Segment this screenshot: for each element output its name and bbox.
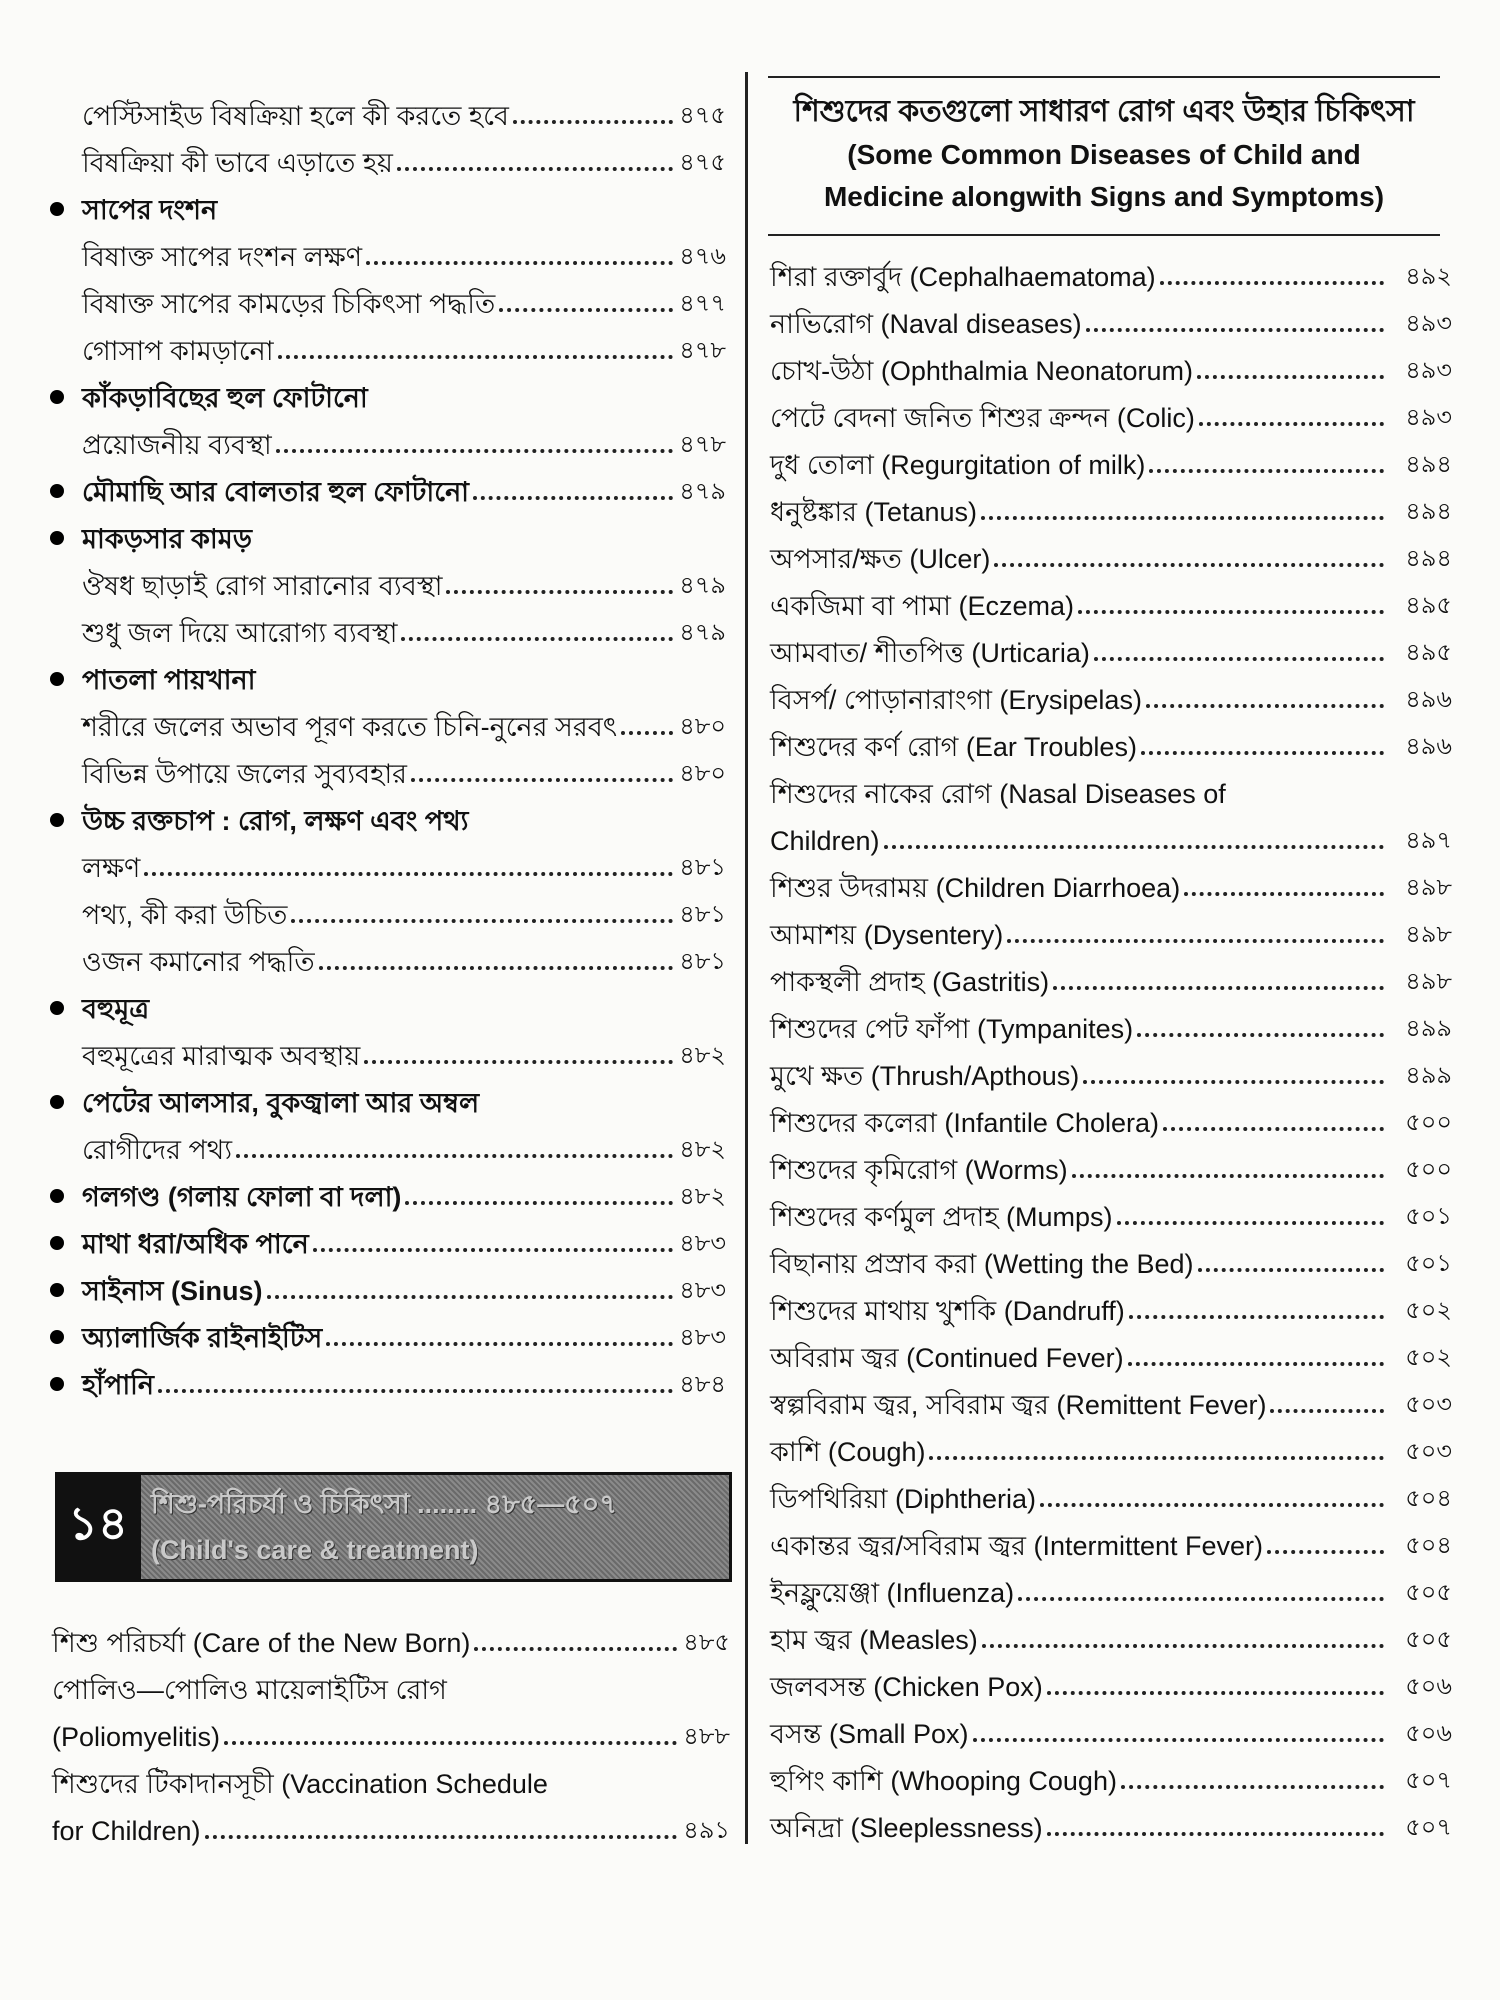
toc-page-number: ৫০৭ xyxy=(1405,1814,1452,1841)
toc-entry-title: সাইনাস (Sinus) xyxy=(82,1276,263,1306)
toc-page-number: ৪৯৮ xyxy=(1405,968,1452,995)
toc-page-number: ৪৯৪ xyxy=(1405,545,1452,572)
toc-page-number: ৪৭৫ xyxy=(679,102,726,129)
toc-entry-title: বিসর্প/ পোড়ানারাংগা (Erysipelas) xyxy=(770,685,1142,715)
toc-entry[interactable] xyxy=(770,1093,1452,1140)
section-heading-en-1: (Some Common Diseases of Child and xyxy=(847,139,1361,170)
toc-page-number: ৪৮১ xyxy=(679,854,726,881)
dot-leader xyxy=(473,496,673,500)
toc-entry[interactable] xyxy=(50,744,726,791)
toc-entry[interactable] xyxy=(770,811,1452,858)
toc-entry[interactable] xyxy=(770,1469,1452,1516)
toc-page-number: ৪৭৮ xyxy=(679,431,726,458)
dot-leader xyxy=(1053,986,1384,990)
dot-leader xyxy=(929,1456,1384,1460)
toc-entry-title: হুপিং কাশি (Whooping Cough) xyxy=(770,1766,1117,1796)
toc-entry[interactable] xyxy=(50,603,726,650)
toc-entry[interactable] xyxy=(50,180,726,227)
toc-entry-title: শুধু জল দিয়ে আরোগ্য ব্যবস্থা xyxy=(82,618,398,648)
toc-entry[interactable] xyxy=(50,321,726,368)
dot-leader xyxy=(319,966,674,970)
dot-leader xyxy=(1141,751,1384,755)
toc-page-number: ৪৯৫ xyxy=(1405,592,1452,619)
bullet-icon xyxy=(50,1377,64,1391)
toc-page-number: ৫০৩ xyxy=(1405,1391,1452,1418)
chapter-title-bn: শিশু-পরিচর্যা ও চিকিৎসা ........ ৪৮৫—৫০৭ xyxy=(151,1489,617,1519)
dot-leader xyxy=(973,1738,1385,1742)
dot-leader xyxy=(1094,657,1384,661)
toc-entry[interactable] xyxy=(770,1234,1452,1281)
toc-entry[interactable] xyxy=(770,764,1452,811)
toc-entry-title: দুধ তোলা (Regurgitation of milk) xyxy=(770,450,1146,480)
toc-entry[interactable] xyxy=(770,952,1452,999)
toc-page-number: ৪৮২ xyxy=(679,1042,726,1069)
toc-entry-title: আমাশয় (Dysentery) xyxy=(770,920,1004,950)
bullet-icon xyxy=(50,672,64,686)
toc-entry[interactable] xyxy=(770,388,1452,435)
dot-leader xyxy=(1270,1409,1384,1413)
toc-entry-title: পেটে বেদনা জনিত শিশুর ক্রন্দন (Colic) xyxy=(770,403,1195,433)
toc-entry-title: ঔষধ ছাড়াই রোগ সারানোর ব্যবস্থা xyxy=(82,571,443,601)
bullet-icon xyxy=(50,1236,64,1250)
toc-page-number: ৫০৭ xyxy=(1405,1767,1452,1794)
toc-page-number: ৪৯৯ xyxy=(1405,1015,1452,1042)
toc-entry-title: শিশুদের পেট ফাঁপা (Tympanites) xyxy=(770,1014,1134,1044)
toc-entry[interactable] xyxy=(770,1610,1452,1657)
dot-leader xyxy=(1086,328,1384,332)
toc-entry[interactable] xyxy=(50,650,726,697)
heading-top-rule xyxy=(768,76,1440,78)
toc-entry[interactable] xyxy=(50,462,726,509)
toc-entry[interactable] xyxy=(50,133,726,180)
dot-leader xyxy=(446,590,673,594)
dot-leader xyxy=(1146,704,1384,708)
toc-page-number: ৫০৬ xyxy=(1405,1720,1452,1747)
toc-entry-title: বিভিন্ন উপায়ে জলের সুব্যবহার xyxy=(82,759,408,789)
toc-entry-title: একজিমা বা পামা (Eczema) xyxy=(770,591,1074,621)
toc-entry-title: পেটের আলসার, বুকজ্বালা আর অম্বল xyxy=(82,1088,480,1118)
bullet-icon xyxy=(50,813,64,827)
dot-leader xyxy=(276,449,674,453)
toc-entry[interactable] xyxy=(50,509,726,556)
toc-entry-title: শিশুদের নাকের রোগ (Nasal Diseases of xyxy=(770,779,1226,809)
toc-page-number: ৫০২ xyxy=(1405,1344,1452,1371)
toc-page-number: ৪৮৩ xyxy=(679,1277,726,1304)
toc-entry-title: বিষাক্ত সাপের দংশন লক্ষণ xyxy=(82,242,363,272)
toc-entry-title: শিরা রক্তার্বুদ (Cephalhaematoma) xyxy=(770,262,1156,292)
dot-leader xyxy=(1007,939,1384,943)
toc-entry[interactable] xyxy=(770,1375,1452,1422)
toc-entry[interactable] xyxy=(50,1026,726,1073)
dot-leader xyxy=(1137,1033,1384,1037)
dot-leader xyxy=(1083,1080,1384,1084)
toc-entry[interactable] xyxy=(50,227,726,274)
dot-leader xyxy=(405,1201,673,1205)
dot-leader xyxy=(1128,1362,1384,1366)
toc-entry-title: শিশুদের কৃমিরোগ (Worms) xyxy=(770,1155,1068,1185)
toc-page-number: ৪৭৯ xyxy=(679,572,726,599)
toc-entry-title: ধনুষ্টঙ্কার (Tetanus) xyxy=(770,497,978,527)
toc-entry[interactable] xyxy=(770,482,1452,529)
dot-leader xyxy=(1078,610,1384,614)
toc-entry[interactable] xyxy=(50,556,726,603)
toc-entry[interactable] xyxy=(50,86,726,133)
toc-entry-title: বহুমূত্র xyxy=(82,994,150,1024)
toc-entry-title: লক্ষণ xyxy=(82,853,141,883)
dot-leader xyxy=(1198,1268,1385,1272)
toc-page-number: ৫০৪ xyxy=(1405,1485,1452,1512)
dot-leader xyxy=(364,1060,673,1064)
toc-entry-title: উচ্চ রক্তচাপ : রোগ, লক্ষণ এবং পথ্য xyxy=(82,806,469,836)
right-toc-list xyxy=(770,247,1452,1845)
toc-entry[interactable] xyxy=(770,623,1452,670)
dot-leader xyxy=(1040,1503,1384,1507)
toc-entry-title: মুখে ক্ষত (Thrush/Apthous) xyxy=(770,1061,1080,1091)
dot-leader xyxy=(397,167,673,171)
toc-entry-title: গলগণ্ড (গলায় ফোলা বা দলা) xyxy=(82,1182,402,1212)
toc-page-number: ৫০২ xyxy=(1405,1297,1452,1324)
toc-entry-title: রোগীদের পথ্য xyxy=(82,1135,233,1165)
toc-page-number: ৪৮৩ xyxy=(679,1230,726,1257)
toc-page-number: ৪৯৮ xyxy=(1405,921,1452,948)
toc-page-number: ৪৮১ xyxy=(679,901,726,928)
toc-page-number: ৫০০ xyxy=(1405,1156,1452,1183)
dot-leader xyxy=(401,637,673,641)
section-heading-bn: শিশুদের কতগুলো সাধারণ রোগ এবং উহার চিকিৎসা xyxy=(793,95,1415,128)
toc-entry[interactable] xyxy=(50,697,726,744)
toc-entry-title: Children) xyxy=(770,826,880,856)
dot-leader xyxy=(313,1248,674,1252)
toc-page-number: ৪৭৬ xyxy=(679,243,726,270)
toc-entry-title: শিশুদের কর্ণ রোগ (Ear Troubles) xyxy=(770,732,1137,762)
toc-entry[interactable] xyxy=(50,1308,726,1355)
dot-leader xyxy=(1047,1691,1384,1695)
dot-leader xyxy=(994,563,1384,567)
toc-entry-title: হাঁপানি xyxy=(82,1370,155,1400)
toc-page-number: ৫০৪ xyxy=(1405,1532,1452,1559)
toc-entry-title: for Children) xyxy=(52,1816,201,1846)
toc-entry-title: নাভিরোগ (Naval diseases) xyxy=(770,309,1082,339)
toc-entry-title: শিশুর উদরাময় (Children Diarrhoea) xyxy=(770,873,1181,903)
toc-entry[interactable] xyxy=(770,1704,1452,1751)
toc-entry[interactable] xyxy=(770,1281,1452,1328)
toc-entry-title: চোখ-উঠা (Ophthalmia Neonatorum) xyxy=(770,356,1194,386)
dot-leader xyxy=(1117,1221,1384,1225)
toc-entry-title: বসন্ত (Small Pox) xyxy=(770,1719,969,1749)
toc-entry-title: বিষক্রিয়া কী ভাবে এড়াতে হয় xyxy=(82,148,393,178)
toc-page-number: ৪৭৯ xyxy=(679,619,726,646)
toc-page-number: ৫০৩ xyxy=(1405,1438,1452,1465)
toc-entry-title: জলবসন্ত (Chicken Pox) xyxy=(770,1672,1043,1702)
toc-entry-title: পেস্টিসাইড বিষক্রিয়া হলে কী করতে হবে xyxy=(82,101,509,131)
left-toc-list xyxy=(50,86,726,1402)
toc-entry[interactable] xyxy=(770,576,1452,623)
toc-entry[interactable] xyxy=(770,1798,1452,1845)
bullet-icon xyxy=(50,1001,64,1015)
toc-entry[interactable] xyxy=(770,1516,1452,1563)
toc-entry-title: কাঁকড়াবিছের হুল ফোটানো xyxy=(82,383,368,413)
toc-entry[interactable] xyxy=(770,1657,1452,1704)
dot-leader xyxy=(1018,1597,1384,1601)
toc-entry[interactable] xyxy=(50,979,726,1026)
toc-page-number: ৪৮০ xyxy=(679,760,726,787)
toc-entry-title: অবিরাম জ্বর (Continued Fever) xyxy=(770,1343,1124,1373)
toc-entry-title: শিশুদের টিকাদানসূচী (Vaccination Schedule xyxy=(52,1769,548,1799)
dot-leader xyxy=(1267,1550,1384,1554)
toc-entry[interactable] xyxy=(50,1261,726,1308)
dot-leader xyxy=(267,1295,674,1299)
toc-entry-title: বিষাক্ত সাপের কামড়ের চিকিৎসা পদ্ধতি xyxy=(82,289,496,319)
dot-leader xyxy=(1160,281,1384,285)
toc-entry[interactable] xyxy=(770,529,1452,576)
toc-page-number: ৫০১ xyxy=(1405,1250,1452,1277)
dot-leader xyxy=(513,120,673,124)
bullet-icon xyxy=(50,531,64,545)
toc-page-number: ৪৯৭ xyxy=(1405,827,1452,854)
dot-leader xyxy=(1163,1127,1384,1131)
toc-entry[interactable] xyxy=(50,368,726,415)
toc-entry-title: শরীরে জলের অভাব পূরণ করতে চিনি-নুনের সরবৎ xyxy=(82,712,618,742)
toc-entry[interactable] xyxy=(52,1801,730,1848)
toc-entry[interactable] xyxy=(50,885,726,932)
toc-entry[interactable] xyxy=(50,415,726,462)
toc-page-number: ৫০১ xyxy=(1405,1203,1452,1230)
toc-entry[interactable] xyxy=(50,932,726,979)
toc-entry[interactable] xyxy=(50,1214,726,1261)
dot-leader xyxy=(291,919,673,923)
toc-entry[interactable] xyxy=(52,1613,730,1660)
toc-page-number: ৪৯৬ xyxy=(1405,733,1452,760)
toc-entry[interactable] xyxy=(50,1355,726,1402)
toc-entry-title: শিশুদের কর্ণমুল প্রদাহ (Mumps) xyxy=(770,1202,1113,1232)
toc-page-number: ৪৯৮ xyxy=(1405,874,1452,901)
toc-entry[interactable] xyxy=(50,791,726,838)
toc-entry[interactable] xyxy=(770,1187,1452,1234)
toc-page-number: ৪৯২ xyxy=(1405,263,1452,290)
toc-page-number: ৪৮১ xyxy=(679,948,726,975)
chapter-title-panel xyxy=(141,1475,729,1579)
toc-entry[interactable] xyxy=(770,1328,1452,1375)
bullet-icon xyxy=(50,484,64,498)
toc-page-number: ৪৯৫ xyxy=(1405,639,1452,666)
toc-entry-title: একান্তর জ্বর/সবিরাম জ্বর (Intermittent Fever) xyxy=(770,1531,1264,1561)
bullet-icon xyxy=(50,1095,64,1109)
toc-entry-title: অপসার/ক্ষত (Ulcer) xyxy=(770,544,991,574)
dot-leader xyxy=(1121,1785,1384,1789)
toc-page-number: ৪৯৯ xyxy=(1405,1062,1452,1089)
toc-entry-title: মৌমাছি আর বোলতার হুল ফোটানো xyxy=(82,477,470,507)
dot-leader xyxy=(499,308,673,312)
toc-page-number: ৪৯৬ xyxy=(1405,686,1452,713)
dot-leader xyxy=(982,1644,1384,1648)
toc-page-number: ৪৮৮ xyxy=(683,1723,730,1750)
toc-entry-title: হাম জ্বর (Measles) xyxy=(770,1625,978,1655)
toc-entry[interactable] xyxy=(50,274,726,321)
dot-leader xyxy=(1197,375,1384,379)
section-heading xyxy=(768,90,1440,218)
bullet-icon xyxy=(50,390,64,404)
dot-leader xyxy=(411,778,673,782)
toc-page-number: ৪৮২ xyxy=(679,1136,726,1163)
toc-page-number: ৪৯৪ xyxy=(1405,451,1452,478)
bullet-icon xyxy=(50,1189,64,1203)
toc-entry[interactable] xyxy=(770,1563,1452,1610)
toc-page-number: ৫০০ xyxy=(1405,1109,1452,1136)
toc-page-number: ৪৮৫ xyxy=(683,1629,730,1656)
toc-entry[interactable] xyxy=(770,341,1452,388)
toc-entry[interactable] xyxy=(770,1422,1452,1469)
toc-page-number: ৫০৫ xyxy=(1405,1579,1452,1606)
dot-leader xyxy=(236,1154,673,1158)
toc-entry[interactable] xyxy=(52,1707,730,1754)
dot-leader xyxy=(326,1342,673,1346)
toc-entry[interactable] xyxy=(770,858,1452,905)
toc-entry-title: পাতলা পায়খানা xyxy=(82,665,256,695)
dot-leader xyxy=(205,1835,678,1839)
toc-entry-title: মাথা ধরা/অধিক পানে xyxy=(82,1229,309,1259)
toc-entry[interactable] xyxy=(770,435,1452,482)
dot-leader xyxy=(474,1647,677,1651)
dot-leader xyxy=(224,1741,677,1745)
dot-leader xyxy=(278,355,674,359)
chapter-toc-list xyxy=(52,1613,730,1848)
toc-entry[interactable] xyxy=(52,1754,730,1801)
dot-leader xyxy=(1129,1315,1384,1319)
dot-leader xyxy=(158,1389,673,1393)
toc-entry[interactable] xyxy=(50,1120,726,1167)
toc-page-number: ৪৮০ xyxy=(679,713,726,740)
toc-entry-title: আমবাত/ শীতপিত্ত (Urticaria) xyxy=(770,638,1090,668)
toc-page-number: ৪৮৩ xyxy=(679,1324,726,1351)
dot-leader xyxy=(884,845,1384,849)
bullet-icon xyxy=(50,1330,64,1344)
bullet-icon xyxy=(50,202,64,216)
toc-page-number: ৪৭৭ xyxy=(679,290,726,317)
toc-entry[interactable] xyxy=(770,670,1452,717)
toc-entry[interactable] xyxy=(770,1751,1452,1798)
toc-page-number: ৪৭৯ xyxy=(679,478,726,505)
toc-entry[interactable] xyxy=(770,905,1452,952)
toc-page-number: ৫০৫ xyxy=(1405,1626,1452,1653)
toc-page-number: ৪৯৩ xyxy=(1405,404,1452,431)
section-heading-en-2: Medicine alongwith Signs and Symptoms) xyxy=(823,181,1385,212)
toc-entry[interactable] xyxy=(50,838,726,885)
dot-leader xyxy=(1047,1832,1384,1836)
heading-bottom-rule xyxy=(768,234,1440,236)
dot-leader xyxy=(621,731,673,735)
column-divider xyxy=(745,72,748,1844)
toc-page-number: ৪৯৪ xyxy=(1405,498,1452,525)
dot-leader xyxy=(981,516,1384,520)
toc-entry[interactable] xyxy=(770,294,1452,341)
toc-entry-title: স্বল্পবিরাম জ্বর, সবিরাম জ্বর (Remittent Fever) xyxy=(770,1390,1267,1420)
toc-page-number: ৪৯৩ xyxy=(1405,310,1452,337)
toc-entry-title: অ্যালার্জিক রাইনাইটিস xyxy=(82,1323,323,1353)
toc-entry-title: ডিপথিরিয়া (Diphtheria) xyxy=(770,1484,1036,1514)
toc-entry-title: সাপের দংশন xyxy=(82,195,218,225)
toc-entry[interactable] xyxy=(770,717,1452,764)
toc-entry[interactable] xyxy=(770,247,1452,294)
toc-entry[interactable] xyxy=(50,1073,726,1120)
dot-leader xyxy=(144,872,673,876)
toc-entry-title: গোসাপ কামড়ানো xyxy=(82,336,274,366)
toc-entry-title: মাকড়সার কামড় xyxy=(82,524,252,554)
toc-entry-title: কাশি (Cough) xyxy=(770,1437,926,1467)
chapter-banner xyxy=(55,1472,732,1582)
toc-page-number: ৫০৬ xyxy=(1405,1673,1452,1700)
toc-entry-title: শিশু পরিচর্যা (Care of the New Born) xyxy=(52,1628,471,1658)
toc-entry[interactable] xyxy=(770,1140,1452,1187)
toc-entry-title: ইনফ্লুয়েঞ্জা (Influenza) xyxy=(770,1578,1015,1608)
toc-entry-title: পাকস্থলী প্রদাহ (Gastritis) xyxy=(770,967,1050,997)
dot-leader xyxy=(1149,469,1384,473)
toc-entry-title: বিছানায় প্রস্রাব করা (Wetting the Bed) xyxy=(770,1249,1194,1279)
toc-entry-title: ওজন কমানোর পদ্ধতি xyxy=(82,947,315,977)
toc-entry[interactable] xyxy=(50,1167,726,1214)
chapter-title-en: (Child's care & treatment) xyxy=(151,1535,479,1565)
toc-entry-title: প্রয়োজনীয় ব্যবস্থা xyxy=(82,430,272,460)
toc-page-number: ৪৮২ xyxy=(679,1183,726,1210)
toc-page-number: ৪৭৫ xyxy=(679,149,726,176)
toc-entry-title: শিশুদের মাথায় খুশকি (Dandruff) xyxy=(770,1296,1125,1326)
toc-entry-title: অনিদ্রা (Sleeplessness) xyxy=(770,1813,1043,1843)
toc-page-number: ৪৮৪ xyxy=(679,1371,726,1398)
chapter-number: ১৪ xyxy=(68,1497,128,1549)
toc-entry-title: বহুমূত্রের মারাত্মক অবস্থায় xyxy=(82,1041,361,1071)
toc-page-number: ৪৭৮ xyxy=(679,337,726,364)
dot-leader xyxy=(366,261,673,265)
bullet-icon xyxy=(50,1283,64,1297)
toc-entry-title: (Poliomyelitis) xyxy=(52,1722,221,1752)
toc-entry-title: শিশুদের কলেরা (Infantile Cholera) xyxy=(770,1108,1159,1138)
toc-entry[interactable] xyxy=(770,1046,1452,1093)
dot-leader xyxy=(1072,1174,1384,1178)
toc-entry-title: পথ্য, কী করা উচিত xyxy=(82,900,288,930)
toc-page-number: ৪৯৩ xyxy=(1405,357,1452,384)
toc-entry[interactable] xyxy=(770,999,1452,1046)
toc-entry[interactable] xyxy=(52,1660,730,1707)
toc-entry-title: পোলিও—পোলিও মায়েলাইটিস রোগ xyxy=(52,1675,447,1705)
dot-leader xyxy=(1199,422,1384,426)
dot-leader xyxy=(1184,892,1384,896)
toc-page-number: ৪৯১ xyxy=(683,1817,730,1844)
